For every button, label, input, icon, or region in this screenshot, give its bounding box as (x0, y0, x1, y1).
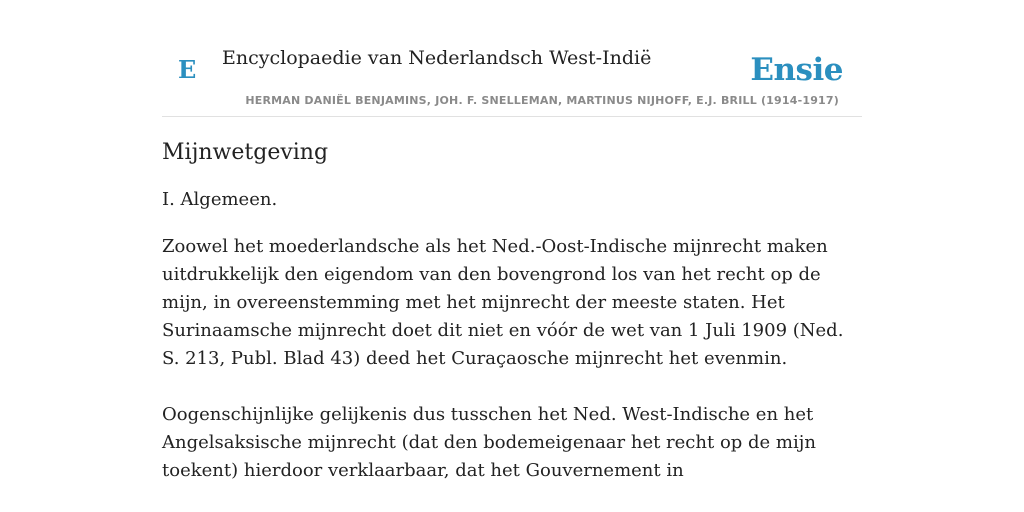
ensie-logo-link[interactable]: Ensie (750, 52, 843, 88)
book-authors: HERMAN DANIËL BENJAMINS, JOH. F. SNELLEMAN, MARTINUS NIJHOFF, E.J. BRILL (1914-1917) (245, 94, 839, 107)
section-heading: I. Algemeen. (162, 189, 278, 210)
book-title-link[interactable]: Encyclopaedie van Nederlandsch West-Indië (222, 47, 652, 69)
article-paragraph: Oogenschijnlijke gelijkenis dus tusschen het Ned. West-Indische en het Angelsaksische mijnrecht (dat den bodemeigenaar het recht op de mijn toekent) hierdoor verklaarbaar, dat het Gouvernement in (162, 404, 816, 481)
book-header (162, 40, 862, 117)
entry-title: Mijnwetgeving (162, 140, 329, 165)
book-logo[interactable]: E (178, 55, 197, 84)
article-paragraph: Zoowel het moederlandsche als het Ned.-Oost-Indische mijnrecht maken uitdrukkelijk den eigendom van den bovengrond los van het recht op de mijn, in overeenstemming met het mijnrecht der meeste staten. Het Surinaamsche mijnrecht doet dit niet en vóór de wet van 1 Juli 1909 (Ned. S. 213, Publ. Blad 43) deed het Curaçaosche mijnrecht het evenmin. (162, 236, 844, 369)
article-body (162, 138, 862, 485)
